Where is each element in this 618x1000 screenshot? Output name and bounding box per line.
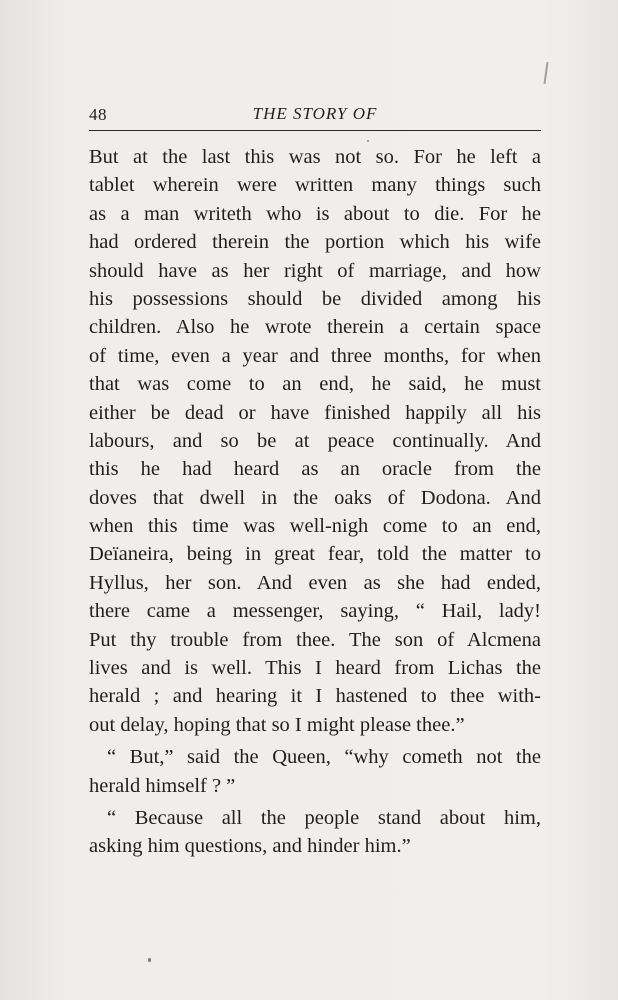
text-line: there came a messenger, saying, “ Hail, lady!	[89, 600, 541, 623]
text-line: children. Also he wrote therein a certain space	[89, 316, 541, 339]
running-title: THE STORY OF	[252, 104, 378, 123]
text-line: tablet wherein were written many things such	[89, 174, 541, 197]
text-line: when this time was well-nigh come to an end,	[89, 515, 541, 538]
paper-speck	[367, 140, 369, 142]
text-line: should have as her right of marriage, and how	[89, 259, 541, 282]
text-line: But at the last this was not so. For he left a	[89, 146, 541, 168]
text-line: of time, even a year and three months, for when	[89, 344, 541, 367]
margin-pencil-mark	[543, 62, 548, 84]
text-line: herald ; and hearing it I hastened to thee with-	[89, 685, 541, 708]
text-line: doves that dwell in the oaks of Dodona. And	[89, 486, 541, 509]
page-number: 48	[89, 105, 107, 124]
text-line: as a man writeth who is about to die. For he	[89, 202, 541, 225]
text-line: this he had heard as an oracle from the	[89, 458, 541, 481]
text-line: “ But,” said the Queen, “why cometh not the	[107, 746, 541, 769]
paper-speck	[148, 958, 151, 962]
text-line: Deïaneira, being in great fear, told the matter to	[89, 543, 541, 566]
text-line: lives and is well. This I heard from Lichas the	[89, 657, 541, 680]
body-text	[89, 143, 541, 861]
text-line: labours, and so be at peace continually. And	[89, 429, 541, 452]
text-line: either be dead or have finished happily all his	[89, 401, 541, 424]
text-line: asking him questions, and hinder him.”	[89, 835, 411, 858]
text-line: Hyllus, her son. And even as she had ended,	[89, 571, 541, 594]
text-line: Put thy trouble from thee. The son of Alcmena	[89, 628, 541, 651]
text-line: “ Because all the people stand about him,	[107, 806, 541, 829]
text-line: herald himself ? ”	[89, 774, 236, 797]
page-header	[89, 103, 541, 127]
text-line: his possessions should be divided among his	[89, 287, 541, 310]
text-line: that was come to an end, he said, he must	[89, 373, 541, 396]
header-rule	[89, 130, 541, 131]
text-line: out delay, hoping that so I might please thee.”	[89, 713, 465, 736]
text-line: had ordered therein the portion which his wife	[89, 231, 541, 254]
